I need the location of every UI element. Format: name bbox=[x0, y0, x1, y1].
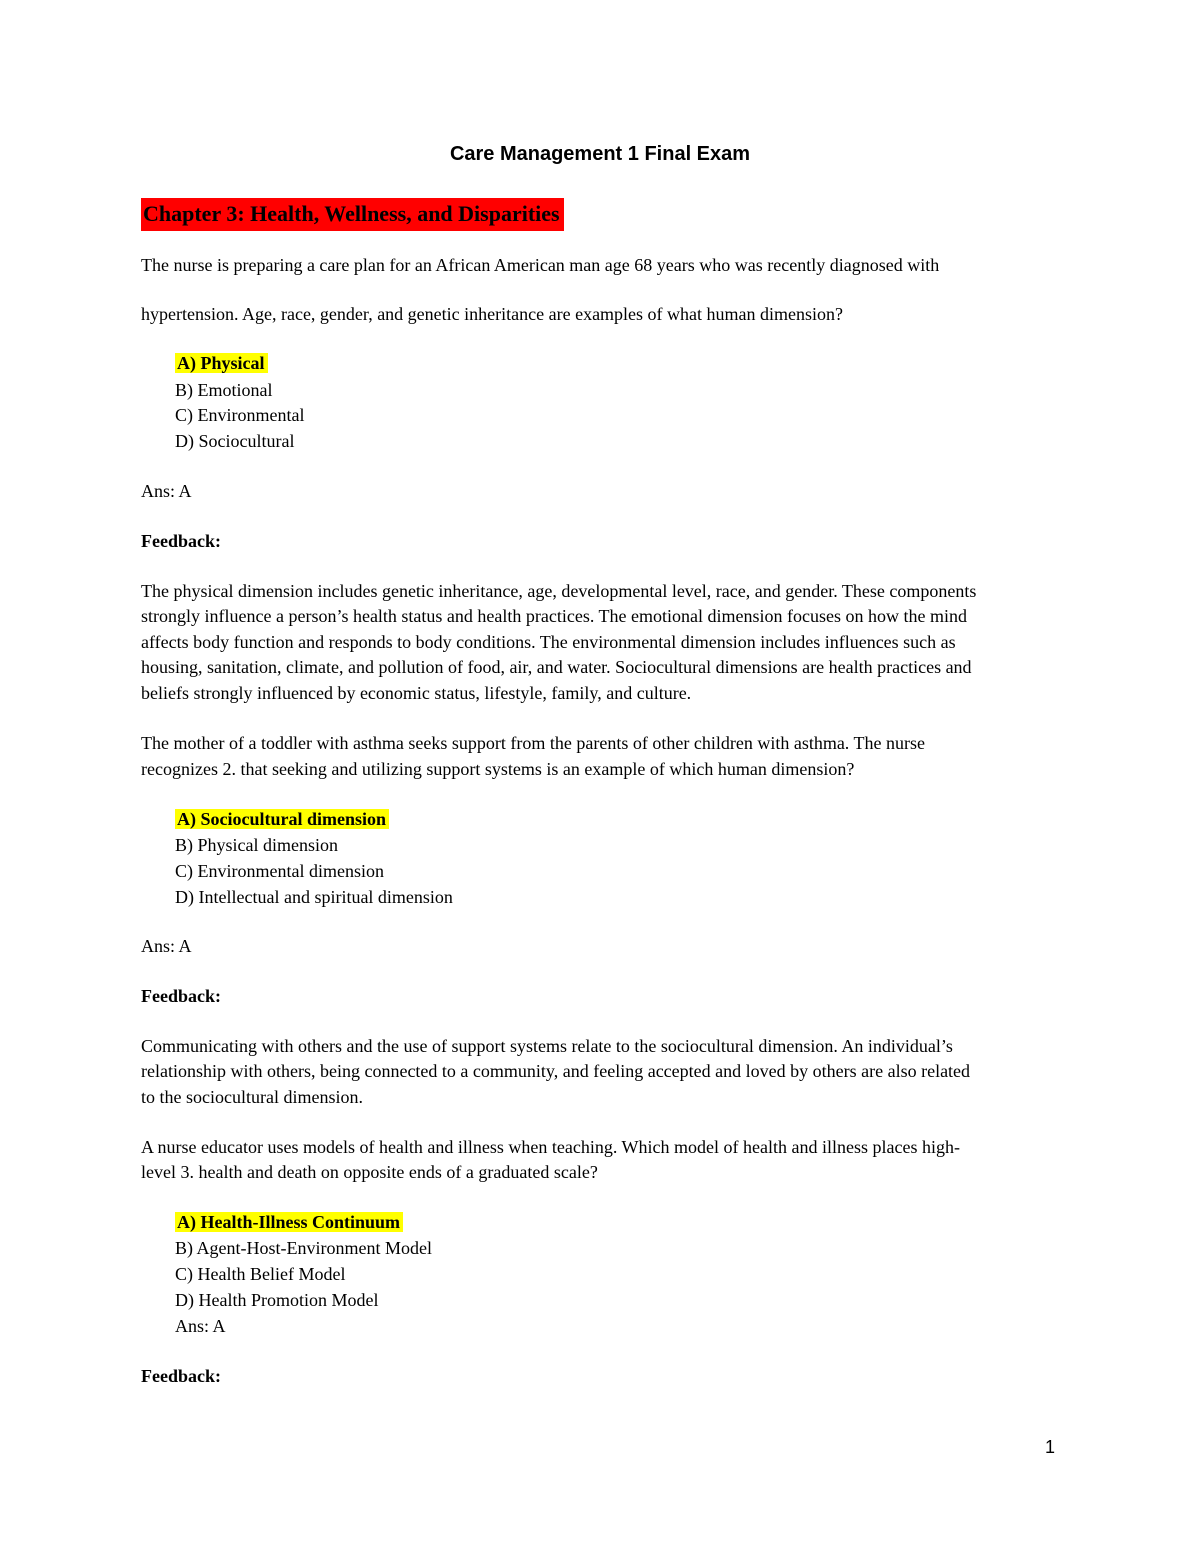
question-2-feedback-line: Communicating with others and the use of support systems relate to the sociocultural dimension. An individual’s bbox=[141, 1036, 953, 1056]
question-1-stem-line-2: hypertension. Age, race, gender, and genetic inheritance are examples of what human dimension? bbox=[141, 304, 844, 324]
question-1-option-d: D) Sociocultural bbox=[175, 431, 295, 451]
question-1-answer: Ans: A bbox=[141, 481, 192, 501]
question-1-feedback-line: affects body function and responds to body conditions. The environmental dimension includes influences such as bbox=[141, 632, 956, 652]
question-1-feedback-label: Feedback: bbox=[141, 531, 221, 551]
question-2-option-a bbox=[175, 808, 389, 830]
question-1-feedback-line: beliefs strongly influenced by economic status, lifestyle, family, and culture. bbox=[141, 683, 692, 703]
question-3-stem-line: level 3. health and death on opposite ends of a graduated scale? bbox=[141, 1162, 598, 1182]
correct-answer-highlight: A) Sociocultural dimension bbox=[175, 809, 389, 829]
question-1-feedback-line: strongly influence a person’s health status and health practices. The emotional dimension focuses on how the mind bbox=[141, 606, 967, 626]
question-3-answer: Ans: A bbox=[175, 1316, 226, 1336]
question-2-stem-line: recognizes 2. that seeking and utilizing support systems is an example of which human dimension? bbox=[141, 759, 855, 779]
correct-answer-highlight: A) Health-Illness Continuum bbox=[175, 1212, 403, 1232]
question-2-feedback-label: Feedback: bbox=[141, 986, 221, 1006]
question-2-option-c: C) Environmental dimension bbox=[175, 861, 384, 881]
document-title: Care Management 1 Final Exam bbox=[449, 143, 751, 165]
question-3-stem-line: A nurse educator uses models of health and illness when teaching. Which model of health and illness places high- bbox=[141, 1137, 960, 1157]
question-1-feedback-line: housing, sanitation, climate, and pollution of food, air, and water. Sociocultural dimensions are health practices and bbox=[141, 657, 972, 677]
question-2-stem-line: The mother of a toddler with asthma seeks support from the parents of other children with asthma. The nurse bbox=[141, 733, 925, 753]
page-number: 1 bbox=[1045, 1437, 1056, 1457]
question-3-option-b: B) Agent-Host-Environment Model bbox=[175, 1238, 432, 1258]
question-2-answer: Ans: A bbox=[141, 936, 192, 956]
question-3-option-d: D) Health Promotion Model bbox=[175, 1290, 379, 1310]
question-2-option-b: B) Physical dimension bbox=[175, 835, 338, 855]
correct-answer-highlight: A) Physical bbox=[175, 353, 268, 373]
question-1-option-c: C) Environmental bbox=[175, 405, 305, 425]
question-1-option-a bbox=[175, 352, 268, 374]
question-1-feedback-line: The physical dimension includes genetic inheritance, age, developmental level, race, and gender. These components bbox=[141, 581, 977, 601]
question-2-feedback-line: to the sociocultural dimension. bbox=[141, 1087, 363, 1107]
question-1-stem-line-1: The nurse is preparing a care plan for an African American man age 68 years who was recently diagnosed with bbox=[141, 255, 940, 275]
question-1-option-b: B) Emotional bbox=[175, 380, 273, 400]
chapter-heading: Chapter 3: Health, Wellness, and Disparities bbox=[141, 198, 564, 231]
question-2-feedback-line: relationship with others, being connected to a community, and feeling accepted and loved by others are also related bbox=[141, 1061, 971, 1081]
question-2-option-d: D) Intellectual and spiritual dimension bbox=[175, 887, 453, 907]
question-3-option-c: C) Health Belief Model bbox=[175, 1264, 346, 1284]
question-3-option-a bbox=[175, 1211, 403, 1233]
question-3-feedback-label: Feedback: bbox=[141, 1366, 221, 1386]
